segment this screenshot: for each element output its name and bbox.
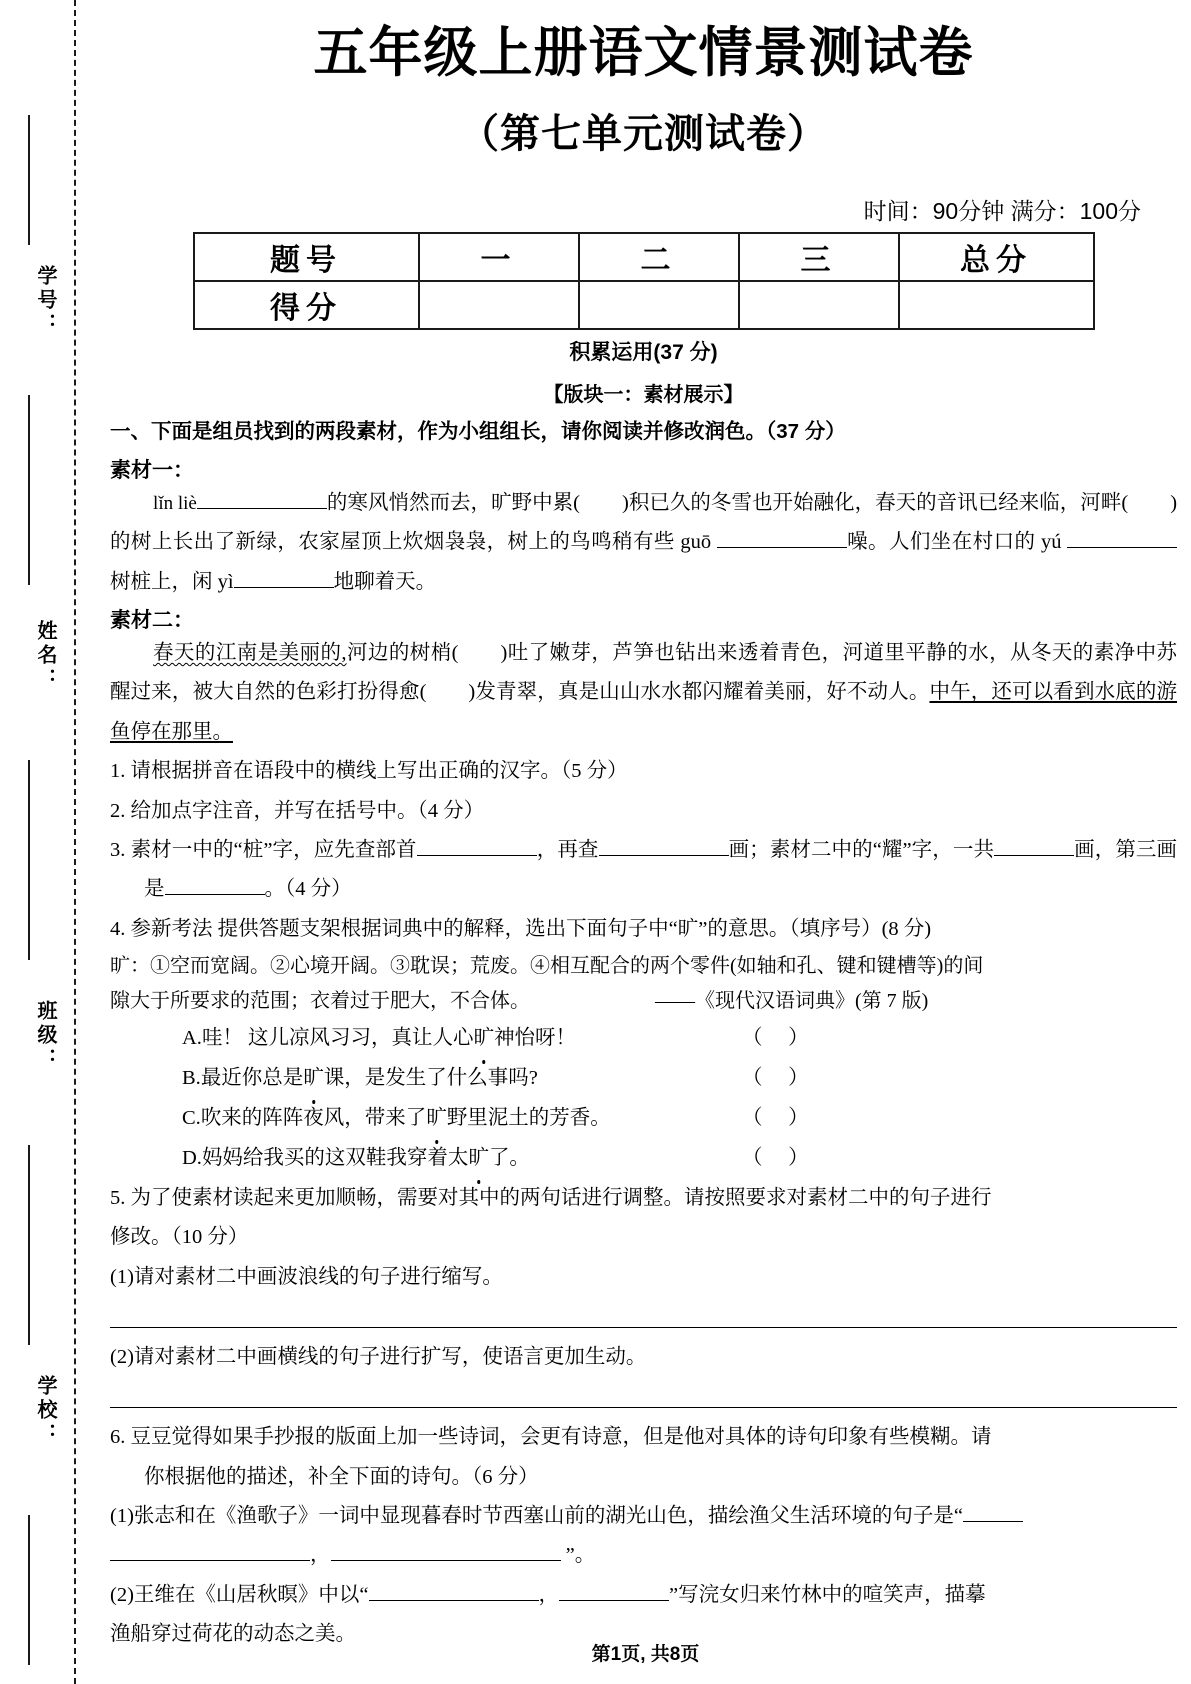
material-two-wavy-sentence: 春天的江南是美丽的, [153,642,347,665]
question-1-6-sub-2-a: (2)王维在《山居秋暝》中以“ [110,1583,369,1606]
option-a-pre: 哇！ 这儿凉风习习，真让人心 [201,1026,474,1049]
option-a-letter: A. [182,1026,202,1049]
exam-page [100,0,1191,1684]
question-1-6-num: 6. [110,1426,126,1449]
score-cell-1: 一 [419,233,579,281]
page-footer: 第1页, 共8页 [591,1644,700,1665]
question-1-3-d: 画，第三画是 [144,838,1177,901]
material-two-text [110,634,1177,752]
question-1-6-sub-2-cont: 渔船穿过荷花的动态之美。 [110,1623,356,1646]
score-cell-3: 三 [739,233,899,281]
answer-blank[interactable] [197,508,327,509]
score-input-2[interactable] [579,281,739,329]
question-1-3-b: ，再查 [536,838,599,861]
option-b-post: 课，是发生了什么事吗? [323,1066,538,1089]
material-one-seg-5: 噪。人们坐在村口的 yú [846,531,1062,554]
seal-dashed-line [74,0,76,1684]
pinyin-answer-space[interactable] [1128,492,1170,514]
option-c-text [182,1099,742,1139]
option-d-dotted-char: 旷 [468,1139,489,1179]
material-one-seg-1: 的寒风悄然而去，旷野中累( [326,492,580,515]
answer-line-5-1[interactable] [110,1327,1177,1328]
answer-blank[interactable] [417,855,537,856]
score-table-row-label: 题号 [194,233,419,281]
option-c-pre: 吹来的阵阵夜风，带来了 [200,1106,427,1129]
seal-tick [28,395,30,585]
question-1-4-text: 提供答题支架根据词典中的解释，选出下面句子中“旷”的意思。（填序号）(8 分) [217,917,932,940]
question-1-6-sub-1-b: ， [310,1544,331,1567]
pinyin-answer-space[interactable] [426,681,468,703]
section-heading-accumulation: 积累运用(37 分) [569,341,718,365]
score-input-1[interactable] [419,281,579,329]
option-a[interactable] [110,1019,1177,1059]
option-c-letter: C. [182,1106,201,1129]
option-d-letter: D. [182,1146,202,1169]
table-row [194,233,1094,281]
material-one-label: 素材一： [110,459,194,483]
pinyin-answer-space[interactable] [458,642,500,664]
option-d-text [182,1139,742,1179]
question-1-3-num: 3. [110,838,126,861]
page-subtitle: （第七单元测试卷） [459,112,828,157]
option-a-text [182,1019,742,1059]
answer-blank[interactable] [1067,547,1177,548]
question-1-5-line-1: 为了使素材读起来更加顺畅，需要对其中的两句话进行调整。请按照要求对素材二中的句子进行 [130,1186,992,1209]
option-c-answer-paren[interactable]: （ ） [742,1106,809,1129]
score-table-wrapper [110,232,1177,330]
question-1-2-text: 给加点字注音，并写在括号中。（4 分） [130,799,485,822]
option-b-letter: B. [182,1066,201,1089]
question-1-5-sub-1: (1)请对素材二中画波浪线的句子进行缩写。 [110,1265,503,1288]
option-d-pre: 妈妈给我买的这双鞋我穿着太 [201,1146,469,1169]
question-1-3-c: 画；素材二中的“耀”字，一共 [728,838,995,861]
material-one-seg-2: )积已久的冬雪也开始融化，春天的音讯已 [621,492,999,515]
question-1-2 [110,792,1177,831]
option-d-answer-paren[interactable]: （ ） [742,1146,809,1169]
score-table-row-label: 得分 [194,281,419,329]
answer-blank[interactable] [234,587,334,588]
question-1-5-num: 5. [110,1186,126,1209]
question-1-4-num: 4. [110,917,126,940]
material-one-seg-3: 经来临，河畔( [998,492,1129,515]
material-two-seg-3: 从冬天的素净中苏醒过来，被大自然的色彩打扮得愈( [110,642,1178,704]
seal-tick [28,760,30,960]
answer-blank[interactable] [165,894,265,895]
option-c-post: 野里泥土的芳香。 [446,1106,611,1129]
seal-line-area [0,0,100,1684]
question-1-1-text: 请根据拼音在语段中的横线上写出正确的汉字。（5 分） [130,760,628,783]
question-1-6-sub-2-c: ”写浣女归来竹林中的喧笑声，描摹 [669,1583,986,1606]
material-two-label: 素材二： [110,609,194,633]
answer-blank[interactable] [994,855,1074,856]
material-one-text [110,484,1177,602]
question-1-1 [110,752,1177,791]
option-c-dotted-char: 旷 [426,1099,447,1139]
seal-label-name: 姓名： [34,620,56,692]
answer-blank[interactable] [110,1560,310,1561]
dictionary-source: ——《现代汉语词典》(第 7 版) [655,989,929,1012]
question-1-4-tag: 参新考法 [130,917,213,940]
answer-blank[interactable] [717,547,847,548]
question-1-6-sub-1-c: ”。 [565,1544,596,1567]
question-1-5-stem [110,1179,1177,1218]
question-1-stem: 一、下面是组员找到的两段素材，作为小组组长，请你阅读并修改润色。（37 分） [110,420,846,444]
question-1-6-stem-line2: 你根据他的描述，补全下面的诗句。（6 分） [144,1465,539,1488]
page-title: 五年级上册语文情景测试卷 [313,23,974,83]
option-d[interactable] [110,1139,1177,1179]
score-input-3[interactable] [739,281,899,329]
option-a-answer-paren[interactable]: （ ） [742,1026,809,1049]
seal-label-class: 班级： [34,1000,56,1072]
question-1-4-stem [110,910,1177,949]
question-1-6-line-1: 豆豆觉得如果手抄报的版面上加一些诗词，会更有诗意，但是他对具体的诗句印象有些模糊。请 [130,1426,992,1449]
seal-tick [28,1145,30,1345]
material-two-underlined-sentence: 中午，还可以看到水底的游鱼停在那里。 [110,681,1178,743]
material-two-seg-4: )发青翠，真是山山水水都闪耀着美丽， [468,681,827,704]
seal-tick [28,1515,30,1665]
option-b[interactable] [110,1059,1177,1099]
question-1-3-e: 。（4 分） [264,878,352,901]
exam-meta: 时间：90分钟 满分：100分 [863,198,1141,225]
answer-blank[interactable] [331,1560,561,1561]
score-cell-total: 总分 [899,233,1094,281]
option-a-dotted-char: 旷 [474,1019,495,1059]
option-b-pre: 最近你总是 [200,1066,304,1089]
question-1-3-a: 素材一中的“桩”字，应先查部首 [130,838,417,861]
question-1-6-stem [110,1418,1177,1457]
score-input-total[interactable] [899,281,1094,329]
material-two-seg-2: )吐了嫩芽，芦笋也钻出来透着青色，河道里平静的水， [500,642,1011,665]
seal-label-school: 学校： [34,1375,56,1447]
material-two-seg-5: 好不动人。 [826,681,930,704]
material-one-seg-6: 树桩上，闲 yì [110,570,234,593]
question-1-1-num: 1. [110,760,126,783]
option-c[interactable] [110,1099,1177,1139]
question-1-3 [110,831,1177,910]
question-1-6-sub-1 [110,1497,1177,1536]
score-cell-2: 二 [579,233,739,281]
block-heading-one: 【版块一：素材展示】 [543,384,744,407]
material-one-seg-7: 地聊着天。 [333,570,437,593]
question-1-6-sub-1-a: (1)张志和在《渔歌子》一词中显现暮春时节西塞山前的湖光山色，描绘渔父生活环境的句子是“ [110,1505,963,1528]
question-1-6-sub-2 [110,1576,1177,1615]
dictionary-entry-text: 隙大于所要求的范围；衣着过于肥大，不合体。 [110,989,530,1012]
option-b-dotted-char: 旷 [303,1059,324,1099]
seal-label-student-id: 学号： [34,265,56,337]
option-b-answer-paren[interactable]: （ ） [742,1066,809,1089]
seal-tick [28,115,30,245]
material-two-seg-1: 河边的树梢( [346,642,459,665]
question-1-6-sub-2-b: ， [538,1583,560,1606]
answer-blank[interactable] [369,1600,539,1601]
dictionary-entry-line-2 [110,984,1177,1019]
answer-blank[interactable] [559,1600,669,1601]
dictionary-entry-line-1: 旷：①空而宽阔。②心境开阔。③耽误；荒废。④相互配合的两个零件(如轴和孔、键和键槽等)的间 [110,954,984,977]
answer-blank[interactable] [599,855,729,856]
question-1-2-num: 2. [110,799,126,822]
pinyin-answer-space[interactable] [580,492,622,514]
option-a-post: 神怡呀！ [494,1026,577,1049]
question-1-6-sub-1-cont [110,1536,1177,1575]
answer-line-5-2[interactable] [110,1407,1177,1408]
question-1-5-stem-line2: 修改。（10 分） [110,1226,249,1249]
material-one-seg-4: )的树上长出了新绿，农家屋顶上炊烟袅袅，树上的鸟鸣稍有些 guō [110,492,1178,554]
table-row [194,281,1094,329]
option-b-text [182,1059,742,1099]
question-1-5-sub-2: (2)请对素材二中画横线的句子进行扩写，使语言更加生动。 [110,1345,647,1368]
pinyin-lin-lie: lǐn liè [153,493,197,515]
score-table [193,232,1095,330]
option-d-post: 了。 [488,1146,530,1169]
answer-blank[interactable] [963,1521,1023,1522]
